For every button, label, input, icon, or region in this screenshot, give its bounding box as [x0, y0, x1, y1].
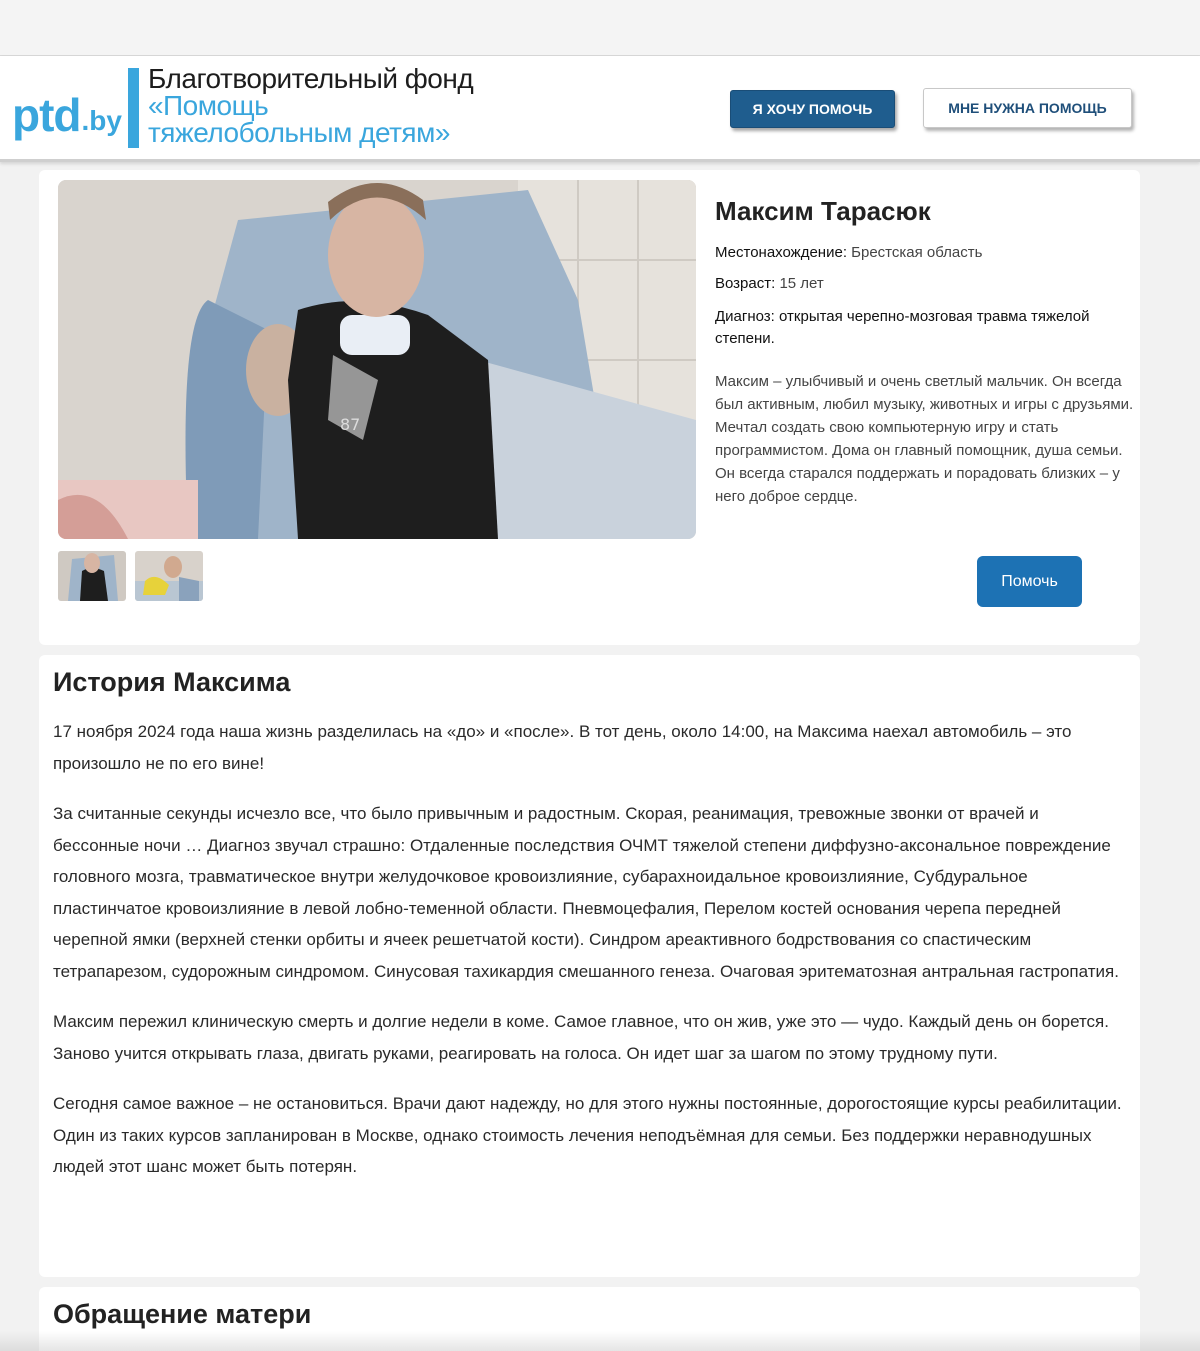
- logo-by: .by: [81, 105, 122, 136]
- logo-ptd: ptd: [12, 89, 81, 141]
- donate-button[interactable]: Помочь: [977, 556, 1082, 607]
- age-value: 15 лет: [779, 275, 824, 292]
- photo-thumbnail-2[interactable]: [135, 551, 203, 601]
- story-paragraph: Максим пережил клиническую смерть и долгие недели в коме. Самое главное, что он жив, уже это — чудо. Каждый день он борется. Заново учится открывать глаза, двигать руками, реагировать на голоса. Он идет шаг за шагом по этому трудному пути.: [53, 1012, 1109, 1063]
- browser-top-strip: [0, 0, 1200, 56]
- mother-appeal-title: Обращение матери: [53, 1299, 312, 1329]
- child-name: Максим Тарасюк: [715, 196, 931, 226]
- i-need-help-button[interactable]: МНЕ НУЖНА ПОМОЩЬ: [923, 88, 1132, 128]
- story-text: [53, 716, 1128, 1202]
- story-card: [39, 655, 1140, 1277]
- svg-text:87: 87: [340, 415, 361, 434]
- diagnosis-value: открытая черепно-мозговая травма тяжелой степени.: [715, 308, 1090, 347]
- org-name-line2: «Помощь: [147, 90, 269, 121]
- org-name-line3: тяжелобольным детям»: [147, 117, 450, 148]
- story-paragraph: Сегодня самое важное – не остановиться. Врачи дают надежду, но для этого нужны постоянные, дорогостоящие курсы реабилитации. Один из таких курсов запланирован в Москве, однако стоимость лечения неподъёмная для семьи. Без поддержки неравнодушных людей этот шанс может быть потерян.: [53, 1094, 1122, 1176]
- age-label: Возраст:: [715, 275, 776, 292]
- diagnosis-row: [715, 306, 1135, 350]
- diagnosis-label: Диагноз:: [715, 308, 775, 325]
- logo-divider: [128, 68, 139, 148]
- age-row: [715, 275, 824, 292]
- child-profile-card: [39, 170, 1140, 645]
- story-paragraph: 17 ноября 2024 года наша жизнь разделилась на «до» и «после». В тот день, около 14:00, на Максима наехал автомобиль – это произошло не по его вине!: [53, 722, 1072, 773]
- story-title: История Максима: [53, 667, 291, 697]
- bottom-shadow: [0, 1331, 1200, 1351]
- child-description: Максим – улыбчивый и очень светлый мальчик. Он всегда был активным, любил музыку, животных и игры с друзьями. Мечтал создать свою компьютерную игру и стать программистом. Дома он главный помощник, душа семьи. Он всегда старался поддержать и порадовать близких – у него доброе сердце.: [715, 373, 1134, 505]
- location-label: Местонахождение:: [715, 244, 847, 261]
- location-row: [715, 244, 982, 261]
- photo-thumbnail-1[interactable]: [58, 551, 126, 601]
- child-main-photo[interactable]: [58, 180, 696, 539]
- story-paragraph: За считанные секунды исчезло все, что было привычным и радостным. Скорая, реанимация, тревожные звонки от врачей и бессонные ночи … Диагноз звучал страшно: Отдаленные последствия ОЧМТ тяжелой степени диффузно-аксональное повреждение головного мозга, травматическое внутри желудочковое кровоизлияние, субарахноидальное кровоизлияние, Субдуральное пластинчатое кровоизлияние в левой лобно-теменной области. Пневмоцефалия, Перелом костей основания черепа передней черепной ямки (верхней стенки орбиты и ячеек решетчатой кости). Синдром ареактивного бодрствования со спастическим тетрапарезом, судорожным синдромом. Синусовая тахикардия смешанного генеза. Очаговая эритематозная антральная гастропатия.: [53, 804, 1119, 981]
- org-name-line1: Благотворительный фонд: [147, 63, 474, 94]
- site-logo[interactable]: [12, 63, 474, 148]
- org-name: [148, 65, 473, 146]
- location-value: Брестская область: [851, 244, 983, 261]
- i-want-to-help-button[interactable]: Я ХОЧУ ПОМОЧЬ: [730, 90, 895, 128]
